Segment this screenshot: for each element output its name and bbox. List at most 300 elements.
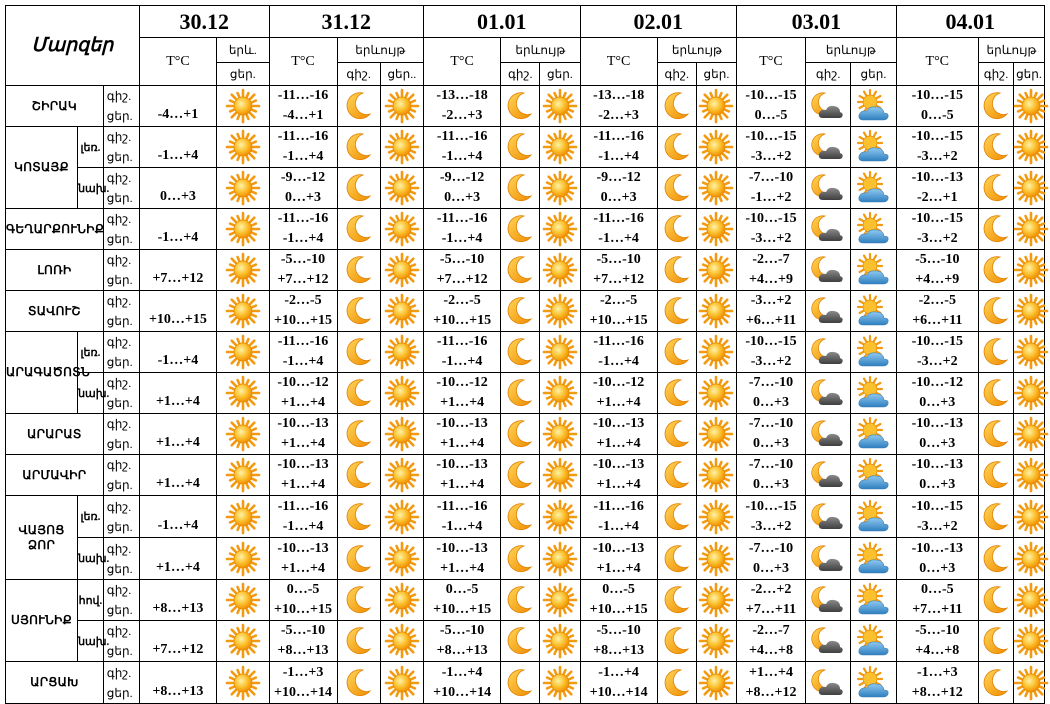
night-weather-cell (337, 538, 380, 580)
temperature-cell (269, 580, 337, 621)
night-weather-cell (978, 414, 1013, 455)
sun-icon (540, 666, 579, 700)
sun-icon (217, 335, 269, 369)
table-row (6, 538, 1045, 580)
day-temp: -4…+1 (282, 108, 324, 123)
night-weather-cell (337, 455, 380, 496)
temperature-cell (737, 291, 806, 332)
daypart-labels (103, 373, 139, 414)
moon-icon (979, 254, 1013, 286)
day-temp: +7…+11 (912, 602, 963, 617)
night-weather-cell (501, 332, 540, 373)
sun-icon (381, 458, 423, 492)
day-label: ցեր. (106, 232, 133, 246)
moon-icon (979, 543, 1013, 575)
night-temp: -10…-15 (911, 129, 963, 144)
sun-icon (540, 542, 579, 576)
temperature-cell (737, 455, 806, 496)
day-temp: +4…+9 (915, 272, 960, 287)
sun-icon (1014, 376, 1044, 410)
region-name: ԱՐԱԳԱԾՈՏՆ (6, 332, 78, 414)
day-weather-cell (380, 291, 423, 332)
day-temp: -1…+4 (282, 354, 324, 369)
night-temp: -13…-18 (436, 88, 488, 103)
moon-icon (501, 295, 539, 327)
day-weather-cell (851, 373, 896, 414)
day-weather-cell (380, 168, 423, 209)
sun-cloud-icon (851, 542, 895, 576)
moon-icon (979, 213, 1013, 245)
sun-cloud-icon (851, 458, 895, 492)
night-weather-cell (657, 332, 696, 373)
sun-icon (381, 171, 423, 205)
day-weather-cell (851, 621, 896, 662)
forecast-body (6, 86, 1045, 704)
sun-icon (1014, 89, 1044, 123)
night-weather-cell (978, 538, 1013, 580)
day-weather-cell (1013, 127, 1044, 168)
night-temp: -7…-10 (748, 170, 794, 185)
day-temp: +1…+4 (281, 436, 325, 451)
night-temp: -5…-10 (915, 623, 960, 638)
sun-icon (381, 253, 423, 287)
night-weather-cell (806, 86, 851, 127)
moon-icon (658, 172, 696, 204)
temperature-cell (896, 496, 978, 538)
day-temp: -3…+2 (750, 518, 792, 534)
temperature-cell (423, 209, 500, 250)
night-temp: -10…-13 (277, 457, 329, 472)
day-temp: +10…+15 (274, 313, 332, 328)
temperature-cell: +1…+4 (139, 455, 216, 496)
night-weather-cell (806, 250, 851, 291)
moon-icon (979, 336, 1013, 368)
sun-icon (381, 212, 423, 246)
weather-cell (217, 291, 270, 332)
moon-icon (338, 90, 380, 122)
day-temp: +8…+13 (436, 643, 488, 658)
table-row (6, 621, 1045, 662)
night-temp: -10…-13 (277, 416, 329, 431)
night-temp: -10…-12 (911, 375, 963, 390)
night-temp: -7…-10 (748, 416, 794, 431)
night-label: գիշ. (106, 417, 132, 431)
sun-icon (540, 171, 579, 205)
night-weather-cell (978, 455, 1013, 496)
day-temp: -1…+4 (282, 149, 324, 164)
temperature-cell (580, 414, 657, 455)
day-weather-cell (851, 291, 896, 332)
temperature-cell (269, 168, 337, 209)
moon-icon (501, 667, 539, 699)
temperature-cell (896, 455, 978, 496)
day-temp: 0…+3 (919, 477, 956, 492)
moon-icon (501, 172, 539, 204)
temperature-cell (737, 332, 806, 373)
weather-cell (217, 455, 270, 496)
weather-cell (217, 373, 270, 414)
night-label: գիշ. (106, 583, 132, 597)
day-weather-cell (851, 580, 896, 621)
day-weather-cell (540, 580, 580, 621)
day-temp: -2…+1 (916, 190, 958, 205)
day-weather-cell (696, 168, 736, 209)
night-temp: -11…-16 (593, 334, 644, 349)
night-label: գիշ. (106, 665, 132, 680)
moon-icon (979, 459, 1013, 491)
moon-icon (658, 418, 696, 450)
day-weather-cell (540, 291, 580, 332)
moon-icon (338, 254, 380, 286)
night-temp: -10…-15 (911, 334, 963, 349)
sun-cloud-icon (851, 417, 895, 451)
day-temp: +1…+4 (596, 395, 641, 410)
region-name: ՇԻՐԱԿ (6, 86, 104, 127)
sun-icon (1014, 294, 1044, 328)
moon-cloud-icon (806, 501, 850, 533)
temperature-cell (580, 168, 657, 209)
night-temp: 0…-5 (445, 582, 479, 597)
day-weather-cell (1013, 580, 1044, 621)
temperature-cell (423, 127, 500, 168)
night-weather-cell (978, 580, 1013, 621)
night-temp: -11…-16 (593, 129, 644, 144)
temperature-cell: 0…+3 (139, 168, 216, 209)
sun-icon (1014, 666, 1044, 700)
day-temp: 0…+3 (919, 560, 956, 576)
day-temp: -3…+2 (750, 231, 792, 246)
day-weather-cell (696, 332, 736, 373)
day-temp: +10…+14 (274, 684, 332, 700)
night-label: գիշ. (106, 499, 132, 514)
sun-icon (1014, 458, 1044, 492)
day-weather-cell (696, 621, 736, 662)
night-temp: 0…-5 (286, 582, 320, 597)
weather-cell (217, 580, 270, 621)
temperature-cell (737, 496, 806, 538)
night-temp: -5…-10 (280, 252, 326, 267)
night-temp: -11…-16 (277, 129, 329, 144)
day-temp: -1…+4 (441, 518, 483, 534)
moon-icon (338, 625, 380, 657)
region-name: ՎԱՅՈՑ ՁՈՐ (6, 496, 78, 580)
sun-icon (697, 542, 736, 576)
day-temp: +10…+15 (433, 602, 492, 617)
day-weather-cell (380, 538, 423, 580)
date-row (6, 6, 1045, 38)
night-temp: -11…-16 (436, 211, 488, 226)
temperature-cell (737, 373, 806, 414)
day-weather-cell (696, 414, 736, 455)
daypart-labels (103, 168, 139, 209)
day-label: ցեր. (106, 314, 133, 328)
moon-icon (338, 131, 380, 163)
day-temp: +7…+12 (593, 272, 645, 287)
sun-icon (381, 294, 423, 328)
temperature-cell (896, 332, 978, 373)
moon-cloud-icon (806, 625, 850, 657)
day-weather-cell (851, 209, 896, 250)
night-temp: -10…-15 (911, 498, 963, 514)
table-row (6, 168, 1045, 209)
night-weather-cell (978, 621, 1013, 662)
temperature-cell (423, 662, 500, 704)
daypart-labels (103, 538, 139, 580)
daypart-labels (103, 127, 139, 168)
temperature-cell (896, 168, 978, 209)
day-weather-cell (540, 662, 580, 704)
forecast-table (5, 5, 1045, 704)
day-temp: +6…+11 (745, 313, 797, 328)
temperature-cell: -4…+1 (139, 86, 216, 127)
night-weather-cell (337, 332, 380, 373)
sun-icon (217, 376, 269, 410)
table-row (6, 250, 1045, 291)
day-temp: +1…+4 (596, 477, 641, 492)
temperature-cell (423, 86, 500, 127)
sun-icon (540, 417, 579, 451)
sun-icon (697, 458, 736, 492)
day-weather-cell (851, 662, 896, 704)
sun-icon (217, 130, 269, 164)
temperature-cell: -1…+4 (139, 332, 216, 373)
night-weather-cell (806, 127, 851, 168)
sun-cloud-icon (851, 335, 895, 369)
sun-icon (1014, 417, 1044, 451)
sun-cloud-icon (851, 89, 895, 123)
moon-icon (979, 377, 1013, 409)
day-weather-cell (1013, 662, 1044, 704)
day-temp: 0…+3 (285, 190, 322, 205)
day-weather-cell (1013, 332, 1044, 373)
day-temp: +10…+15 (274, 602, 332, 617)
night-temp: -10…-12 (277, 375, 329, 390)
day-weather-cell (1013, 209, 1044, 250)
day-header: ցեր. (851, 63, 896, 86)
date-header: 03.01 (737, 6, 897, 38)
moon-icon (979, 501, 1013, 533)
night-weather-cell (501, 414, 540, 455)
day-temp: 0…-5 (754, 108, 788, 123)
night-label: գիշ. (106, 171, 132, 185)
sun-cloud-icon (851, 294, 895, 328)
weather-cell (217, 209, 270, 250)
weather-cell (217, 332, 270, 373)
night-weather-cell (501, 86, 540, 127)
moon-icon (658, 459, 696, 491)
night-temp: -10…-13 (277, 540, 329, 556)
daypart-labels (103, 86, 139, 127)
sun-cloud-icon (851, 130, 895, 164)
sun-cloud-icon (851, 376, 895, 410)
temperature-cell: +7…+12 (139, 250, 216, 291)
day-weather-cell (540, 621, 580, 662)
moon-icon (338, 501, 380, 533)
moon-icon (338, 377, 380, 409)
sun-icon (697, 89, 736, 123)
sun-icon (217, 500, 269, 534)
sun-icon (1014, 212, 1044, 246)
night-weather-cell (806, 291, 851, 332)
day-label: ցեր. (106, 561, 133, 576)
temperature-cell (580, 127, 657, 168)
moon-cloud-icon (806, 584, 850, 616)
subregion-label: լեռ. (78, 127, 104, 168)
moon-icon (658, 501, 696, 533)
day-temp: +8…+12 (911, 684, 963, 700)
moon-icon (338, 584, 380, 616)
night-weather-cell (978, 250, 1013, 291)
day-temp: +4…+8 (915, 643, 960, 658)
day-temp: +10…+15 (433, 313, 492, 328)
day-weather-cell (696, 250, 736, 291)
night-weather-cell (806, 168, 851, 209)
temperature-cell: +1…+4 (139, 538, 216, 580)
daypart-labels (103, 662, 139, 704)
day-header: ցեր. (696, 63, 736, 86)
moon-icon (979, 667, 1013, 699)
day-header: ցեր. (217, 63, 270, 86)
day-temp: +1…+4 (440, 395, 485, 410)
day-temp: -1…+2 (750, 190, 792, 205)
night-temp: -10…-13 (911, 457, 963, 472)
temperature-cell (423, 496, 500, 538)
night-weather-cell (806, 332, 851, 373)
moon-icon (501, 254, 539, 286)
temperature-cell (737, 168, 806, 209)
night-temp: -10…-13 (436, 457, 488, 472)
moon-icon (979, 418, 1013, 450)
table-row (6, 332, 1045, 373)
day-weather-cell (540, 496, 580, 538)
day-temp: +1…+4 (440, 477, 485, 492)
temperature-cell (269, 127, 337, 168)
day-weather-cell (540, 332, 580, 373)
day-weather-cell (1013, 455, 1044, 496)
night-weather-cell (337, 291, 380, 332)
temperature-cell: +1…+4 (139, 373, 216, 414)
weather-cell (217, 86, 270, 127)
day-weather-cell (380, 414, 423, 455)
day-temp: +10…+15 (589, 602, 648, 617)
night-weather-cell (501, 291, 540, 332)
day-weather-cell (851, 414, 896, 455)
night-label: գիշ. (106, 541, 132, 556)
night-temp: -5…-10 (439, 252, 485, 267)
day-temp: -3…+2 (750, 149, 792, 164)
temperature-cell (896, 662, 978, 704)
moon-icon (501, 377, 539, 409)
table-row (6, 127, 1045, 168)
night-weather-cell (337, 250, 380, 291)
night-weather-cell (501, 250, 540, 291)
sun-icon (697, 417, 736, 451)
temperature-cell (423, 291, 500, 332)
night-temp: -10…-15 (745, 129, 797, 144)
phenomenon-header: երևույթ (501, 38, 580, 63)
night-temp: -10…-15 (911, 211, 963, 226)
night-weather-cell (657, 127, 696, 168)
temperature-cell (423, 538, 500, 580)
sun-icon (381, 624, 423, 658)
day-weather-cell (540, 538, 580, 580)
subregion-label: հով. (78, 580, 104, 621)
day-label: ցեր. (106, 396, 133, 410)
night-temp: -10…-15 (745, 88, 797, 103)
day-weather-cell (380, 250, 423, 291)
night-weather-cell (657, 455, 696, 496)
temperature-cell: -1…+4 (139, 496, 216, 538)
temperature-cell (896, 209, 978, 250)
day-temp: -2…+3 (441, 108, 483, 123)
night-temp: -10…-15 (911, 88, 963, 103)
moon-icon (501, 90, 539, 122)
night-weather-cell (657, 209, 696, 250)
night-temp: -7…-10 (748, 375, 794, 390)
moon-icon (501, 213, 539, 245)
day-temp: +1…+4 (440, 560, 485, 576)
night-temp: -11…-16 (277, 88, 329, 103)
sun-icon (1014, 253, 1044, 287)
day-weather-cell (851, 86, 896, 127)
night-temp: -11…-16 (277, 211, 329, 226)
moon-cloud-icon (806, 543, 850, 575)
temperature-cell (580, 621, 657, 662)
night-weather-cell (806, 621, 851, 662)
night-weather-cell (337, 496, 380, 538)
sun-cloud-icon (851, 212, 895, 246)
night-weather-cell (657, 291, 696, 332)
night-header: գիշ. (657, 63, 696, 86)
night-weather-cell (501, 580, 540, 621)
day-weather-cell (380, 332, 423, 373)
day-label: ցեր. (106, 519, 133, 534)
day-label: ցեր. (106, 437, 133, 451)
temperature-cell (737, 580, 806, 621)
subregion-label: նախ. (78, 621, 104, 662)
night-temp: -7…-10 (748, 457, 794, 472)
night-weather-cell (657, 168, 696, 209)
temperature-cell (896, 291, 978, 332)
temp-header: T°C (580, 38, 657, 86)
temperature-cell (580, 250, 657, 291)
sun-icon (540, 458, 579, 492)
sun-icon (217, 253, 269, 287)
night-temp: -7…-10 (748, 540, 794, 556)
day-label: ցեր. (106, 191, 133, 205)
temperature-cell (896, 538, 978, 580)
day-weather-cell (1013, 621, 1044, 662)
day-temp: +7…+11 (745, 602, 797, 617)
sun-icon (381, 500, 423, 534)
night-label: գիշ. (106, 253, 132, 267)
region-name: ԼՈՌԻ (6, 250, 104, 291)
day-weather-cell (696, 127, 736, 168)
phenomenon-header: երևույթ (806, 38, 897, 63)
moon-icon (979, 295, 1013, 327)
sun-icon (697, 666, 736, 700)
daypart-labels (103, 209, 139, 250)
day-temp: +4…+9 (749, 272, 793, 287)
table-row (6, 373, 1045, 414)
moon-icon (338, 295, 380, 327)
day-temp: +8…+12 (745, 684, 797, 700)
moon-icon (338, 336, 380, 368)
night-label: գիշ. (106, 458, 132, 472)
night-weather-cell (657, 538, 696, 580)
day-weather-cell (696, 538, 736, 580)
region-name: ՏԱՎՈՒՇ (6, 291, 104, 332)
